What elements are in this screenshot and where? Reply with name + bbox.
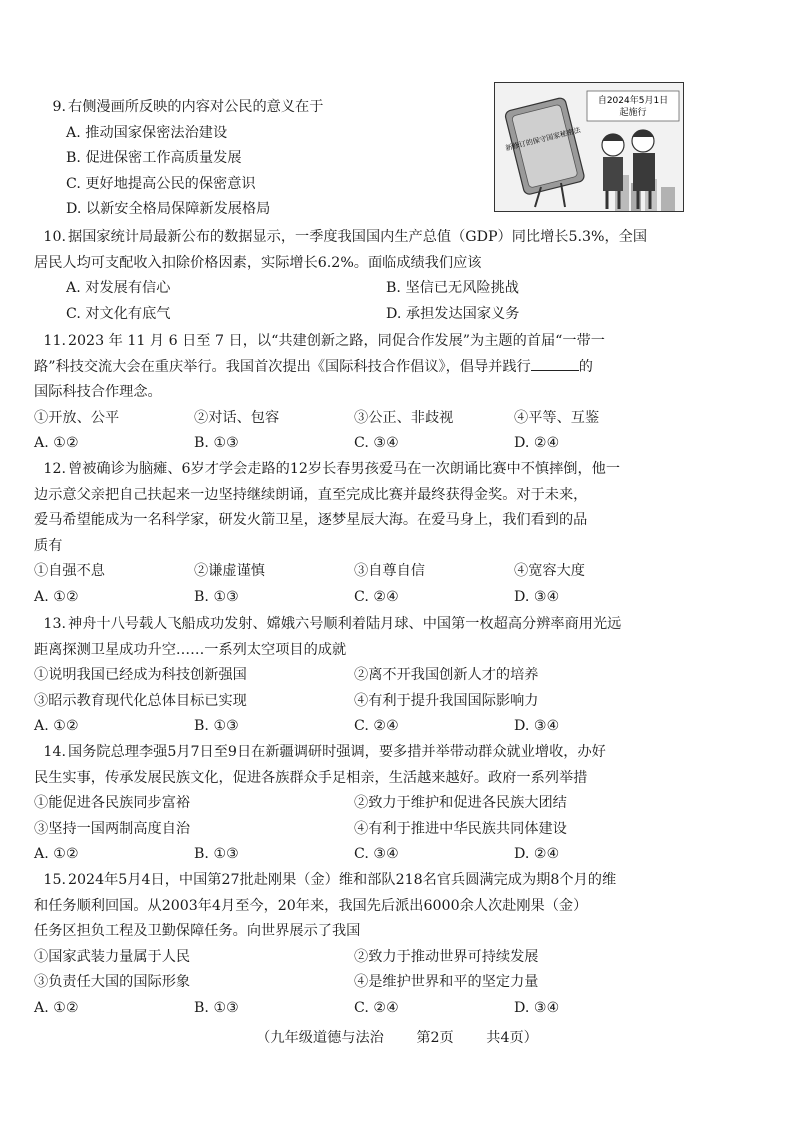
question-stem-cont: 边示意父亲把自己扶起来一边坚持继续朗诵，直至完成比赛并最终获得金奖。对于未来，: [34, 486, 588, 503]
option-d: D. ③④: [514, 999, 560, 1016]
question-stem-cont: 距离探测卫星成功升空……一系列太空项目的成就: [34, 641, 347, 658]
option-b: B. ①③: [194, 999, 239, 1016]
statement-item: ①能促进各民族同步富裕: [34, 795, 191, 812]
question-stem-cont: 和任务顺利回国。从2003年4月至今，20年来，我国先后派出6000余人次赴刚果（金）: [34, 897, 588, 914]
footer-subject: （九年级道德与法治: [256, 1030, 384, 1046]
option-b: B. 坚信已无风险挑战: [386, 280, 519, 297]
option-c: C. ②④: [354, 588, 399, 605]
statement-item: ④宽容大度: [514, 563, 585, 580]
statement-item: ③公正、非歧视: [354, 409, 454, 426]
cartoon-date-text: 自2024年5月1日: [597, 96, 669, 106]
option-d: D. ②④: [514, 846, 560, 863]
statement-item: ①说明我国已经成为科技创新强国: [34, 667, 247, 684]
question-15: [34, 868, 764, 1022]
statement-item: ③自尊自信: [354, 563, 425, 580]
statement-item: ④平等、互鉴: [514, 409, 600, 426]
question-number: 14.: [43, 744, 66, 760]
statement-item: ①国家武装力量属于人民: [34, 948, 191, 965]
question-number: 15.: [43, 872, 66, 888]
option-d: D. 承担发达国家义务: [386, 305, 520, 322]
question-14: [34, 740, 764, 868]
question-10: [34, 225, 764, 327]
question-number: 9.: [52, 99, 66, 115]
question-stem-cont: 的: [578, 358, 593, 375]
footer-total-pages: 共4页）: [486, 1030, 538, 1046]
statement-item: ①自强不息: [34, 563, 105, 580]
question-stem-cont: 任务区担负工程及卫勤保障任务。向世界展示了我国: [34, 923, 361, 940]
question-stem-cont: 民生实事，传承发展民族文化，促进各族群众手足相亲，生活越来越好。政府一系列举措: [34, 769, 588, 786]
cartoon-drawing: [495, 83, 683, 211]
option-c: C. 对文化有底气: [66, 305, 171, 322]
option-c: C. ③④: [354, 846, 399, 863]
option-a: A. 推动国家保密法治建设: [66, 124, 228, 141]
question-stem: 神舟十八号载人飞船成功发射、嫦娥六号顺利着陆月球、中国第一枚超高分辨率商用光远: [68, 616, 622, 632]
question-12: [34, 457, 764, 611]
question-11: [34, 329, 764, 457]
page-footer: [0, 1027, 794, 1049]
statement-item: ②对话、包容: [194, 409, 280, 426]
statement-item: ②离不开我国创新人才的培养: [354, 667, 539, 684]
option-b: B. ①③: [194, 846, 239, 863]
question-stem: 右侧漫画所反映的内容对公民的意义在于: [68, 99, 324, 115]
question-number: 13.: [43, 616, 66, 632]
footer-page-number: 第2页: [416, 1030, 454, 1046]
question-number: 10.: [43, 229, 66, 245]
question-stem: 2024年5月4日，中国第27批赴刚果（金）维和部队218名官兵圆满完成为期8个月的维: [68, 872, 617, 888]
statement-item: ①开放、公平: [34, 409, 120, 426]
option-d: D. 以新安全格局保障新发展格局: [66, 201, 271, 218]
question-number: 12.: [43, 461, 66, 477]
option-b: B. ①③: [194, 435, 239, 452]
statement-item: ④有利于推进中华民族共同体建设: [354, 820, 567, 837]
question-stem: 国务院总理李强5月7日至9日在新疆调研时强调，要多措并举带动群众就业增收，办好: [68, 744, 606, 760]
cartoon-act-text: 起施行: [619, 108, 647, 118]
question-stem-cont: 国际科技合作理念。: [34, 384, 162, 401]
statement-item: ③坚持一国两制高度自治: [34, 820, 191, 837]
option-d: D. ②④: [514, 435, 560, 452]
statement-item: ②致力于维护和促进各民族大团结: [354, 795, 567, 812]
cartoon-illustration: [494, 82, 684, 212]
option-b: B. ①③: [194, 718, 239, 735]
question-stem-cont: 质有: [34, 537, 63, 554]
question-stem: 曾被确诊为脑瘫、6岁才学会走路的12岁长春男孩爱马在一次朗诵比赛中不慎摔倒，他一: [68, 461, 621, 477]
option-c: C. 更好地提高公民的保密意识: [66, 175, 256, 192]
answer-blank: [531, 356, 579, 371]
statement-item: ③负责任大国的国际形象: [34, 974, 191, 991]
question-13: [34, 612, 764, 740]
option-a: A. ①②: [34, 846, 79, 863]
cartoon-book-text: 新修订的保守国家秘密法: [504, 126, 582, 153]
option-a: A. ①②: [34, 999, 79, 1016]
statement-item: ④有利于提升我国国际影响力: [354, 692, 539, 709]
option-c: C. ②④: [354, 999, 399, 1016]
statement-item: ④是维护世界和平的坚定力量: [354, 974, 539, 991]
question-number: 11.: [43, 333, 66, 349]
option-a: A. ①②: [34, 718, 79, 735]
option-c: C. ②④: [354, 718, 399, 735]
option-b: B. 促进保密工作高质量发展: [66, 150, 242, 167]
option-a: A. ①②: [34, 588, 79, 605]
question-stem: 据国家统计局最新公布的数据显示，一季度我国国内生产总值（GDP）同比增长5.3%，全国: [68, 229, 648, 245]
option-c: C. ③④: [354, 435, 399, 452]
statement-item: ②致力于推动世界可持续发展: [354, 948, 539, 965]
question-stem: 2023 年 11 月 6 日至 7 日，以“共建创新之路，同促合作发展”为主题的首届“一带一: [68, 333, 605, 349]
statement-item: ②谦虚谨慎: [194, 563, 265, 580]
statement-item: ③昭示教育现代化总体目标已实现: [34, 692, 247, 709]
option-a: A. 对发展有信心: [66, 280, 171, 297]
option-a: A. ①②: [34, 435, 79, 452]
option-b: B. ①③: [194, 588, 239, 605]
option-d: D. ③④: [514, 588, 560, 605]
question-stem-cont: 爱马希望能成为一名科学家，研发火箭卫星，逐梦星辰大海。在爱马身上，我们看到的品: [34, 512, 588, 529]
question-stem-cont: 路”科技交流大会在重庆举行。我国首次提出《国际科技合作倡议》，倡导并践行: [34, 358, 531, 375]
option-d: D. ③④: [514, 718, 560, 735]
question-stem-cont: 居民人均可支配收入扣除价格因素，实际增长6.2%。面临成绩我们应该: [34, 254, 482, 271]
